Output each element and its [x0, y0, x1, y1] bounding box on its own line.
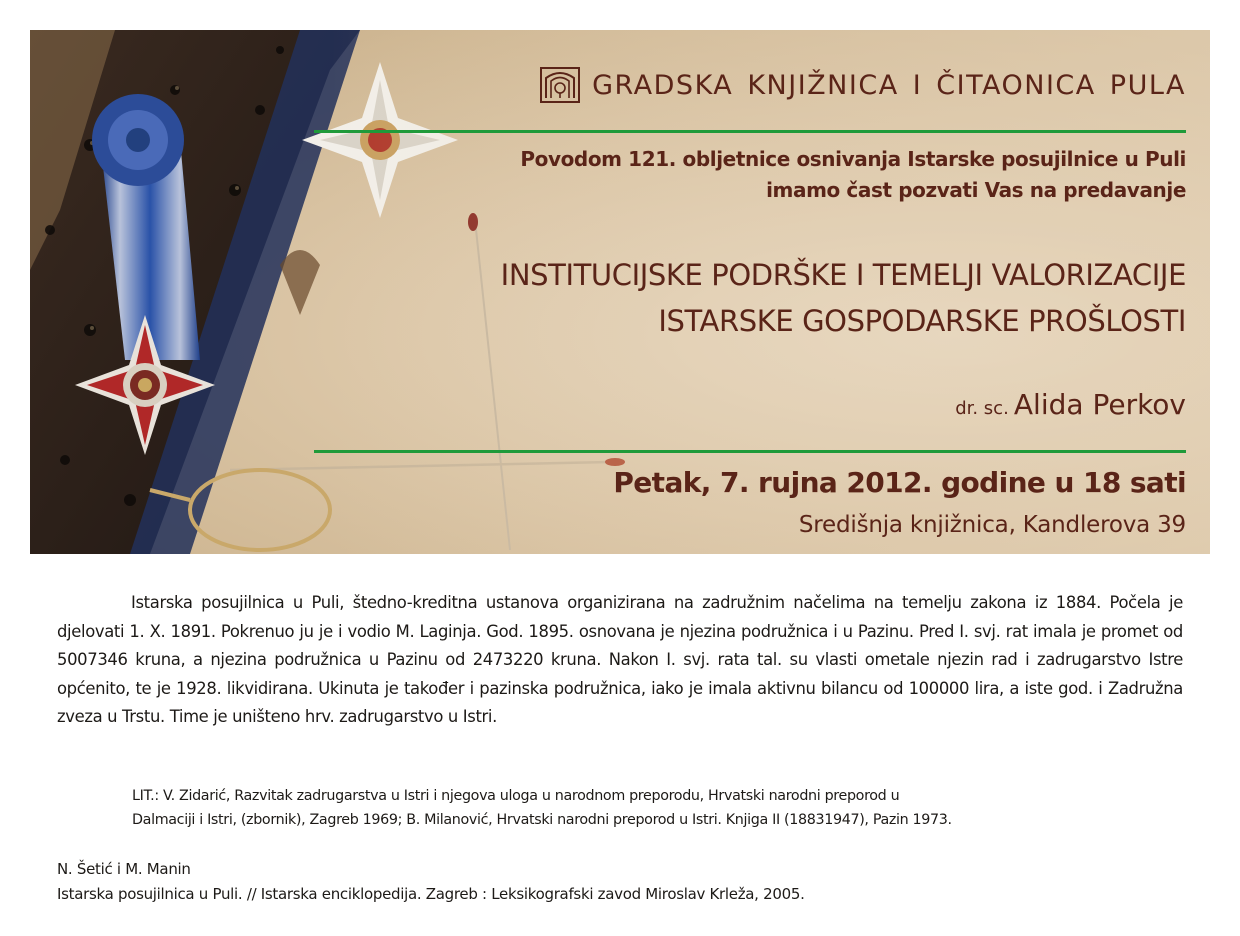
lecture-title-line-1: INSTITUCIJSKE PODRŠKE I TEMELJI VALORIZACIJE	[500, 258, 1186, 292]
speaker-name: Alida Perkov	[1013, 388, 1186, 421]
library-name: GRADSKA KNJIŽNICA I ČITAONICA PULA	[592, 69, 1186, 101]
literature-line-1: LIT.: V. Zidarić, Razvitak zadrugarstva u Istri i njegova uloga u narodnom preporodu, Hrvatski narodni preporod u	[132, 788, 900, 804]
lecture-title-line-2: ISTARSKE GOSPODARSKE PROŠLOSTI	[658, 304, 1186, 338]
authors: N. Šetić i M. Manin	[57, 860, 191, 878]
citation: Istarska posujilnica u Puli. // Istarska enciklopedija. Zagreb : Leksikografski zavod Miroslav Krleža, 2005.	[57, 885, 805, 903]
green-divider-top	[314, 130, 1186, 133]
library-logo-icon	[540, 66, 580, 104]
literature-line-2: Dalmaciji i Istri, (zbornik), Zagreb 1969; B. Milanović, Hrvatski narodni preporod u Istri. Knjiga II (18831947), Pazin 1973.	[132, 812, 952, 828]
green-divider-bottom	[314, 450, 1186, 453]
literature-reference	[132, 784, 1192, 832]
speaker-title: dr. sc.	[955, 398, 1009, 419]
library-header	[540, 66, 1186, 104]
event-date: Petak, 7. rujna 2012. godine u 18 sati	[613, 466, 1186, 499]
speaker	[955, 388, 1186, 421]
invitation-text	[520, 144, 1186, 206]
event-venue: Središnja knjižnica, Kandlerova 39	[798, 512, 1186, 538]
article-body: Istarska posujilnica u Puli, štedno-kreditna ustanova organizirana na zadružnim načelima na temelju zakona iz 1884. Počela je djelovati 1. X. 1891. Pokrenuo ju je i vodio M. Laginja. God. 1895. osnovana je njezina podružnica i u Pazinu. Pred I. svj. rat imala je promet od 5007346 kruna, a njezina podružnica u Pazinu od 2473220 kruna. Nakon I. svj. rata tal. su vlasti ometale njezin rad i zadrugarstvo Istre općenito, te je 1928. likvidirana. Ukinuta je također i pazinska podružnica, iako je imala aktivnu bilancu od 100000 lira, a iste god. i Zadružna zveza u Trstu. Time je uništeno hrv. zadrugarstvo u Istri.	[57, 593, 1183, 726]
occasion-line-2: imamo čast pozvati Vas na predavanje	[766, 178, 1186, 202]
source-citation	[57, 857, 805, 907]
event-banner	[30, 30, 1210, 554]
occasion-line-1: Povodom 121. obljetnice osnivanja Istarske posujilnice u Puli	[520, 147, 1186, 171]
lecture-title	[501, 252, 1186, 344]
